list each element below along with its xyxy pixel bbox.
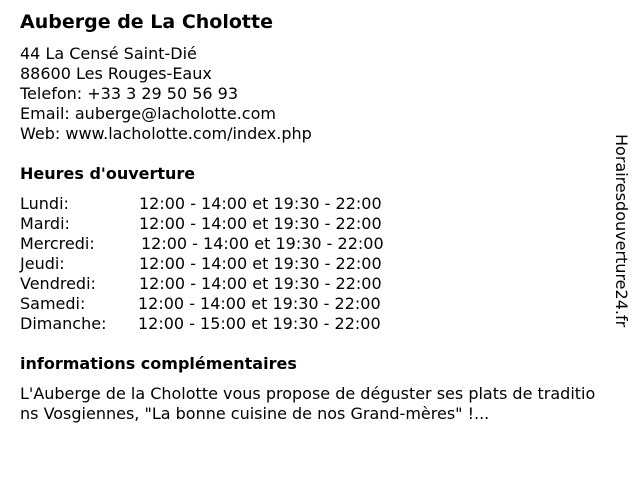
site-watermark: Horairesdouverture24.fr [612, 134, 631, 328]
hours-row-thursday [20, 254, 440, 274]
contact-block [20, 44, 312, 144]
day-label: Mardi: [20, 214, 70, 233]
day-label: Mercredi: [20, 234, 95, 253]
email-address: Email: auberge@lacholotte.com [20, 104, 276, 123]
additional-info-text: L'Auberge de la Cholotte vous propose de déguster ses plats de traditions Vosgiennes, "La bonne cuisine de nos Grand-mères" !... [20, 384, 596, 423]
hours-row-monday [20, 194, 440, 214]
hours-row-saturday [20, 294, 440, 314]
day-label: Jeudi: [20, 254, 65, 273]
hours-value: 12:00 - 14:00 et 19:30 - 22:00 [141, 234, 384, 253]
hours-value: 12:00 - 15:00 et 19:30 - 22:00 [138, 314, 381, 333]
opening-hours-heading: Heures d'ouverture [20, 164, 196, 183]
hours-value: 12:00 - 14:00 et 19:30 - 22:00 [138, 294, 381, 313]
phone-number: Telefon: +33 3 29 50 56 93 [20, 84, 239, 103]
additional-info-heading: informations complémentaires [20, 354, 297, 373]
hours-row-tuesday [20, 214, 440, 234]
website: Web: www.lacholotte.com/index.php [20, 124, 312, 143]
day-label: Lundi: [20, 194, 69, 213]
hours-value: 12:00 - 14:00 et 19:30 - 22:00 [139, 214, 382, 233]
hours-row-sunday [20, 314, 440, 334]
restaurant-name: Auberge de La Cholotte [20, 11, 273, 33]
hours-value: 12:00 - 14:00 et 19:30 - 22:00 [139, 274, 382, 293]
day-label: Dimanche: [20, 314, 107, 333]
address-street: 44 La Censé Saint-Dié [20, 44, 197, 63]
hours-value: 12:00 - 14:00 et 19:30 - 22:00 [139, 254, 382, 273]
opening-hours-table [20, 194, 440, 334]
day-label: Vendredi: [20, 274, 96, 293]
address-city: 88600 Les Rouges-Eaux [20, 64, 212, 83]
hours-row-wednesday [20, 234, 440, 254]
day-label: Samedi: [20, 294, 86, 313]
hours-row-friday [20, 274, 440, 294]
hours-value: 12:00 - 14:00 et 19:30 - 22:00 [139, 194, 382, 213]
